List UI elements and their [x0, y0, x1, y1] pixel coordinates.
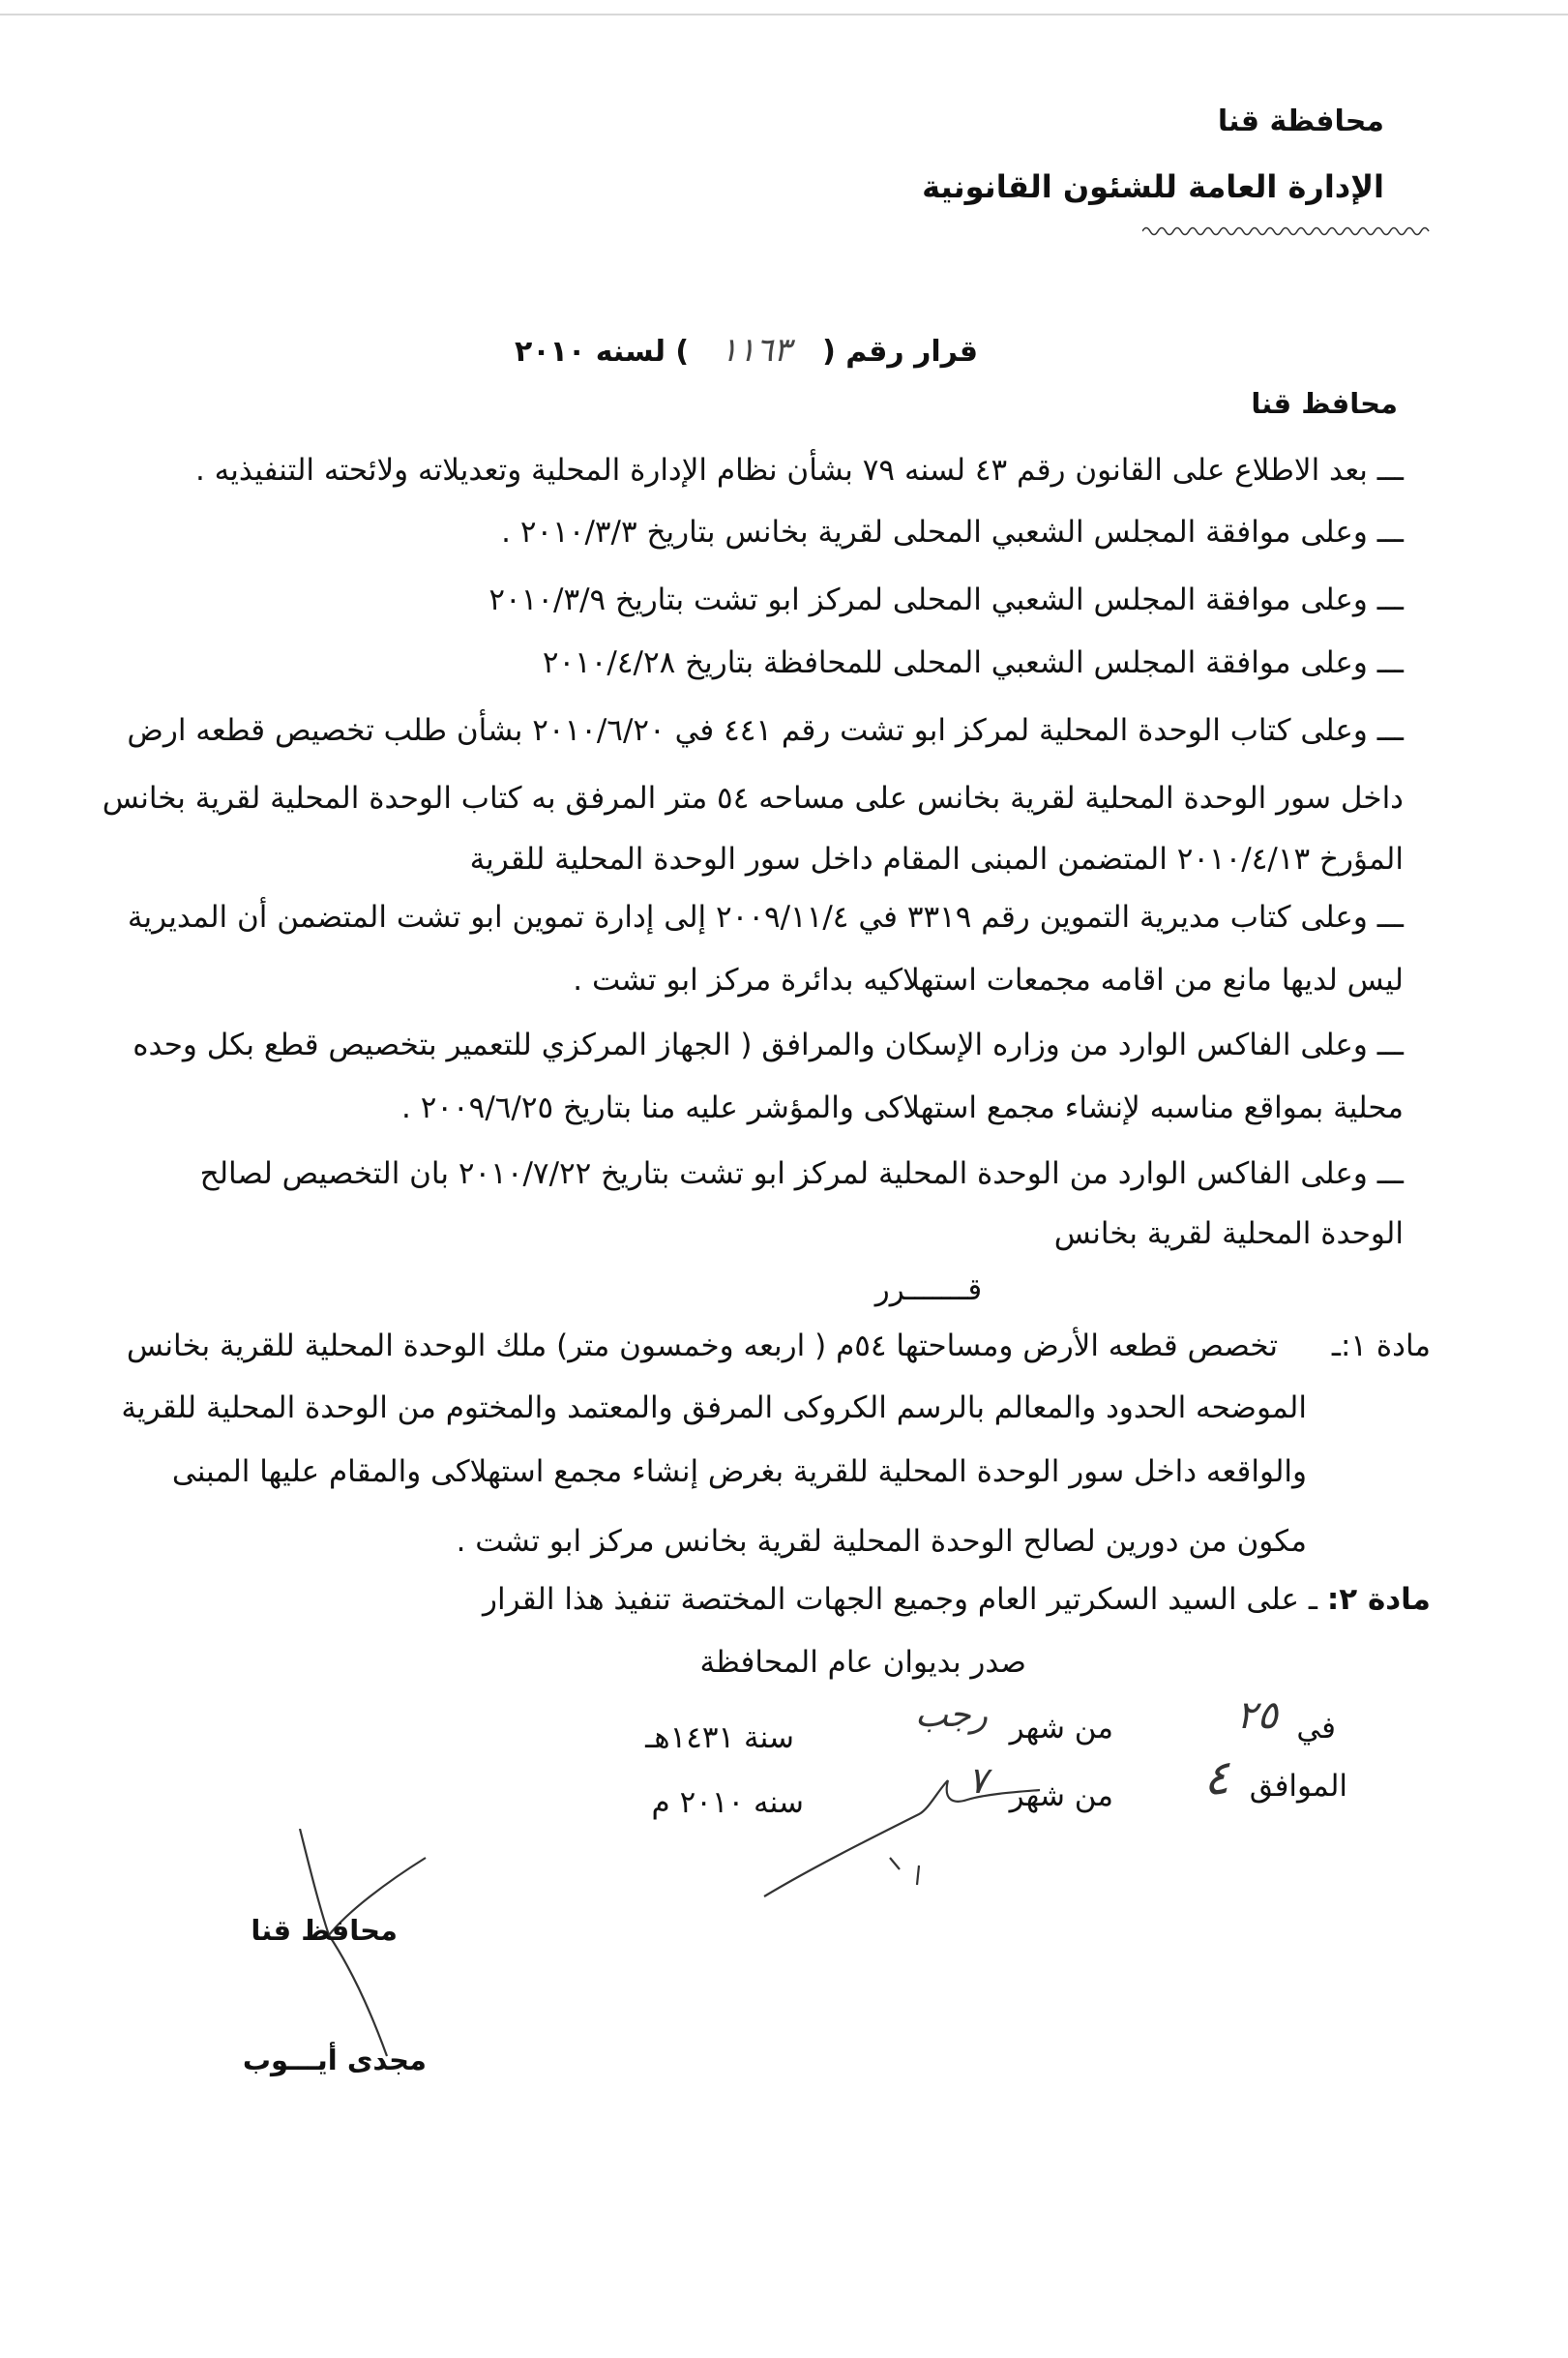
issuance-month-greg-handwritten: ٧: [967, 1759, 988, 1802]
preamble-line: ـــ وعلى موافقة المجلس الشعبي المحلى لمركز ابو تشت بتاريخ ٢٠١٠/٣/٩: [488, 582, 1404, 617]
article-1-line: مكون من دورين لصالح الوحدة المحلية لقرية بخانس مركز ابو تشت .: [456, 1524, 1307, 1559]
preamble-line: ـــ وعلى كتاب مديرية التموين رقم ٣٣١٩ في ٢٠٠٩/١١/٤ إلى إدارة تموين ابو تشت المتضمن أن المديرية: [127, 900, 1404, 935]
signature-name: مجدى أيـــوب: [242, 2044, 427, 2076]
decree-suffix: ) لسنه ٢٠١٠: [515, 335, 690, 369]
decree-number-handwritten: ١١٦٣: [720, 331, 791, 370]
preamble-line: داخل سور الوحدة المحلية لقرية بخانس على مساحه ٥٤ متر المرفق به كتاب الوحدة المحلية لقرية بخانس: [102, 781, 1404, 816]
header-department: الإدارة العامة للشئون القانونية: [922, 168, 1384, 205]
signature-title: محافظ قنا: [251, 1914, 398, 1947]
issuance-day-hijri-handwritten: ٢٥: [1236, 1693, 1278, 1738]
article-1-line: والواقعه داخل سور الوحدة المحلية للقرية بغرض إنشاء مجمع استهلاكى والمقام عليها المبنى: [171, 1454, 1307, 1489]
article-2: [483, 1582, 1431, 1617]
article-2-label: مادة ٢:: [1326, 1582, 1431, 1617]
decided-heading: قـــــــرر: [874, 1272, 983, 1307]
preamble-line: المؤرخ ٢٠١٠/٤/١٣ المتضمن المبنى المقام داخل سور الوحدة المحلية للقرية: [469, 842, 1404, 877]
issuance-year-greg: سنه ٢٠١٠ م: [651, 1785, 804, 1820]
decree-issuer: محافظ قنا: [1251, 387, 1398, 420]
article-2-text: ـ على السيد السكرتير العام وجميع الجهات المختصة تنفيذ هذا القرار: [483, 1582, 1317, 1617]
issuance-month-hijri-handwritten: رجب: [915, 1695, 988, 1735]
preamble-line: ـــ وعلى موافقة المجلس الشعبي المحلى للمحافظة بتاريخ ٢٠١٠/٤/٢٨: [542, 645, 1404, 680]
article-1-label: مادة ١:ـ: [1331, 1328, 1431, 1363]
preamble-line: ليس لديها مانع من اقامه مجمعات استهلاكيه بدائرة مركز ابو تشت .: [573, 963, 1404, 998]
article-1-line: تخصص قطعه الأرض ومساحتها ٥٤م ( اربعه وخمسون متر) ملك الوحدة المحلية للقرية بخانس: [126, 1328, 1278, 1363]
issuance-in-label: في: [1296, 1711, 1336, 1746]
decorative-wavy-underline: [1142, 224, 1433, 238]
issuance-from-month-2: من شهر: [1009, 1778, 1113, 1813]
preamble-line: ـــ وعلى كتاب الوحدة المحلية لمركز ابو تشت رقم ٤٤١ في ٢٠١٠/٦/٢٠ بشأن طلب تخصيص قطعه ارض: [127, 713, 1404, 748]
issuance-day-greg-handwritten: ٤: [1203, 1749, 1229, 1806]
header-governorate: محافظة قنا: [1217, 104, 1384, 138]
preamble-line: الوحدة المحلية لقرية بخانس: [1053, 1216, 1404, 1251]
preamble-line: ـــ وعلى الفاكس الوارد من وزاره الإسكان والمرافق ( الجهاز المركزي للتعمير بتخصيص قطع بكل وحده: [133, 1028, 1404, 1062]
preamble-line: ـــ وعلى موافقة المجلس الشعبي المحلى لقرية بخانس بتاريخ ٢٠١٠/٣/٣ .: [501, 515, 1404, 550]
decree-title: [515, 331, 978, 370]
preamble-line: محلية بمواقع مناسبه لإنشاء مجمع استهلاكى والمؤشر عليه منا بتاريخ ٢٠٠٩/٦/٢٥ .: [401, 1090, 1404, 1125]
decree-prefix: قرار رقم (: [822, 335, 978, 369]
issued-at: صدر بديوان عام المحافظة: [699, 1645, 1026, 1680]
preamble-line: ـــ بعد الاطلاع على القانون رقم ٤٣ لسنه ٧٩ بشأن نظام الإدارة المحلية وتعديلاته ولائحته التنفيذيه .: [194, 453, 1404, 488]
preamble-line: ـــ وعلى الفاكس الوارد من الوحدة المحلية لمركز ابو تشت بتاريخ ٢٠١٠/٧/٢٢ بان التخصيص لصالح: [199, 1156, 1404, 1191]
issuance-year-hijri: سنة ١٤٣١هـ: [645, 1720, 794, 1755]
article-1-line: الموضحه الحدود والمعالم بالرسم الكروكى المرفق والمعتمد والمختوم من الوحدة المحلية للقرية: [121, 1390, 1307, 1425]
issuance-corresponding-label: الموافق: [1249, 1769, 1347, 1804]
page-top-border: [0, 14, 1568, 15]
issuance-from-month-1: من شهر: [1009, 1711, 1113, 1746]
date-signature-scribble: [754, 1761, 1045, 1906]
